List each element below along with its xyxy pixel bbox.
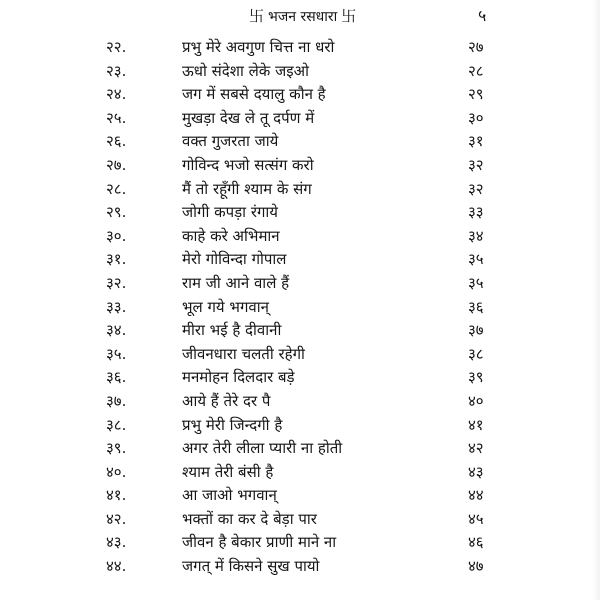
entry-number: २५. — [106, 108, 127, 127]
running-head — [245, 5, 360, 26]
toc-entry — [0, 107, 600, 131]
entry-title: मनमोहन दिलदार बड़े — [182, 368, 295, 387]
toc-entry — [0, 154, 600, 178]
entry-number: ३०. — [106, 226, 127, 245]
entry-title: ऊधो संदेशा लेके जइओ — [182, 61, 309, 80]
entry-page-number: ३० — [468, 108, 484, 127]
toc-entry — [0, 36, 600, 60]
entry-title: श्याम तेरी बंसी है — [182, 462, 274, 481]
entry-page-number: ३१ — [468, 132, 484, 151]
toc-entry — [0, 225, 600, 249]
entry-number: ३८. — [106, 415, 127, 434]
scan-edge — [592, 0, 600, 600]
entry-page-number: ३५ — [468, 250, 484, 269]
entry-page-number: ३२ — [468, 155, 484, 174]
entry-title: प्रभु मेरे अवगुण चित्त ना धरो — [182, 38, 335, 56]
toc-entry — [0, 319, 600, 343]
entry-page-number: ४६ — [468, 533, 484, 552]
entry-page-number: २९ — [468, 85, 484, 104]
entry-number: ३५. — [106, 344, 127, 363]
entry-page-number: ३२ — [468, 179, 484, 198]
toc-entry — [0, 178, 600, 202]
toc-entry — [0, 437, 600, 461]
entry-number: ३१. — [106, 250, 127, 269]
toc-entry — [0, 484, 600, 508]
entry-title: गोविन्द भजो सत्संग करो — [182, 155, 314, 174]
entry-title: भूल गये भगवान् — [182, 297, 269, 316]
toc-entry — [0, 555, 600, 579]
toc-entry — [0, 390, 600, 414]
entry-number: २९. — [106, 203, 127, 222]
entry-page-number: ३४ — [468, 226, 484, 245]
entry-title: भक्तों का कर दे बेड़ा पार — [182, 509, 317, 528]
toc-entry — [0, 414, 600, 438]
entry-page-number: ४३ — [468, 462, 484, 481]
page-number: ५ — [478, 6, 487, 25]
entry-number: २६. — [106, 132, 127, 151]
entry-number: ३३. — [106, 297, 127, 316]
entry-number: ३७. — [106, 391, 127, 410]
entry-title: आये हैं तेरे दर पै — [182, 391, 271, 410]
entry-number: ४३. — [106, 533, 127, 552]
entry-title: काहे करे अभिमान — [182, 226, 280, 245]
toc-entry — [0, 201, 600, 225]
entry-title: अगर तेरी लीला प्यारी ना होती — [182, 439, 343, 458]
entry-page-number: ४७ — [468, 557, 484, 576]
toc-entry — [0, 343, 600, 367]
toc-entry — [0, 531, 600, 555]
entry-title: मुखड़ा देख ले तू दर्पण में — [182, 108, 315, 127]
entry-page-number: ३३ — [468, 203, 484, 222]
entry-title: वक्त गुजरता जाये — [182, 132, 279, 151]
entry-number: ३२. — [106, 273, 127, 292]
swastika-icon: 卐 — [249, 7, 265, 25]
toc-entry — [0, 366, 600, 390]
entry-title: मीरा भई है दीवानी — [182, 321, 282, 340]
entry-number: २३. — [106, 61, 127, 80]
entry-number: ३९. — [106, 439, 127, 458]
toc-entry — [0, 272, 600, 296]
entry-page-number: ४५ — [468, 509, 484, 528]
toc-entry — [0, 248, 600, 272]
book-title: भजन रसधारा — [268, 9, 338, 25]
entry-page-number: ३६ — [468, 297, 484, 316]
toc-entry — [0, 60, 600, 84]
entry-number: २७. — [106, 155, 127, 174]
toc-entry — [0, 461, 600, 485]
entry-page-number: ३९ — [468, 368, 484, 387]
entry-title: प्रभु मेरी जिन्दगी है — [182, 415, 283, 434]
toc-entry — [0, 83, 600, 107]
entry-page-number: ४२ — [468, 439, 484, 458]
entry-title: जगत् में किसने सुख पायो — [182, 557, 320, 576]
toc-entry — [0, 296, 600, 320]
entry-title: राम जी आने वाले हैं — [182, 273, 290, 292]
entry-page-number: ४० — [468, 391, 484, 410]
entry-number: २४. — [106, 85, 127, 104]
page-header — [0, 4, 600, 28]
swastika-icon: 卐 — [341, 7, 357, 25]
entry-title: जीवन है बेकार प्राणी माने ना — [182, 533, 337, 552]
entry-page-number: ३५ — [468, 273, 484, 292]
entry-number: ४२. — [106, 509, 127, 528]
entry-page-number: २७ — [468, 38, 484, 56]
entry-number: ४१. — [106, 486, 127, 505]
entry-page-number: ३८ — [468, 344, 484, 363]
entry-number: ३६. — [106, 368, 127, 387]
toc-entry — [0, 508, 600, 532]
entry-page-number: ४१ — [468, 415, 484, 434]
entry-number: २२. — [106, 38, 127, 56]
table-of-contents — [0, 36, 600, 579]
entry-title: मेरो गोविन्दा गोपाल — [182, 250, 287, 269]
entry-title: जोगी कपड़ा रंगाये — [182, 203, 278, 222]
toc-entry — [0, 130, 600, 154]
entry-title: मैं तो रहूँगी श्याम के संग — [182, 179, 312, 198]
entry-number: ४४. — [106, 557, 127, 576]
entry-number: ३४. — [106, 321, 127, 340]
entry-page-number: ४४ — [468, 486, 484, 505]
entry-title: जग में सबसे दयालु कौन है — [182, 85, 326, 104]
entry-number: ४०. — [106, 462, 127, 481]
entry-page-number: २८ — [468, 61, 484, 80]
entry-number: २८. — [106, 179, 127, 198]
entry-page-number: ३७ — [468, 321, 484, 340]
entry-title: आ जाओ भगवान् — [182, 486, 277, 505]
entry-title: जीवनधारा चलती रहेगी — [182, 344, 305, 363]
